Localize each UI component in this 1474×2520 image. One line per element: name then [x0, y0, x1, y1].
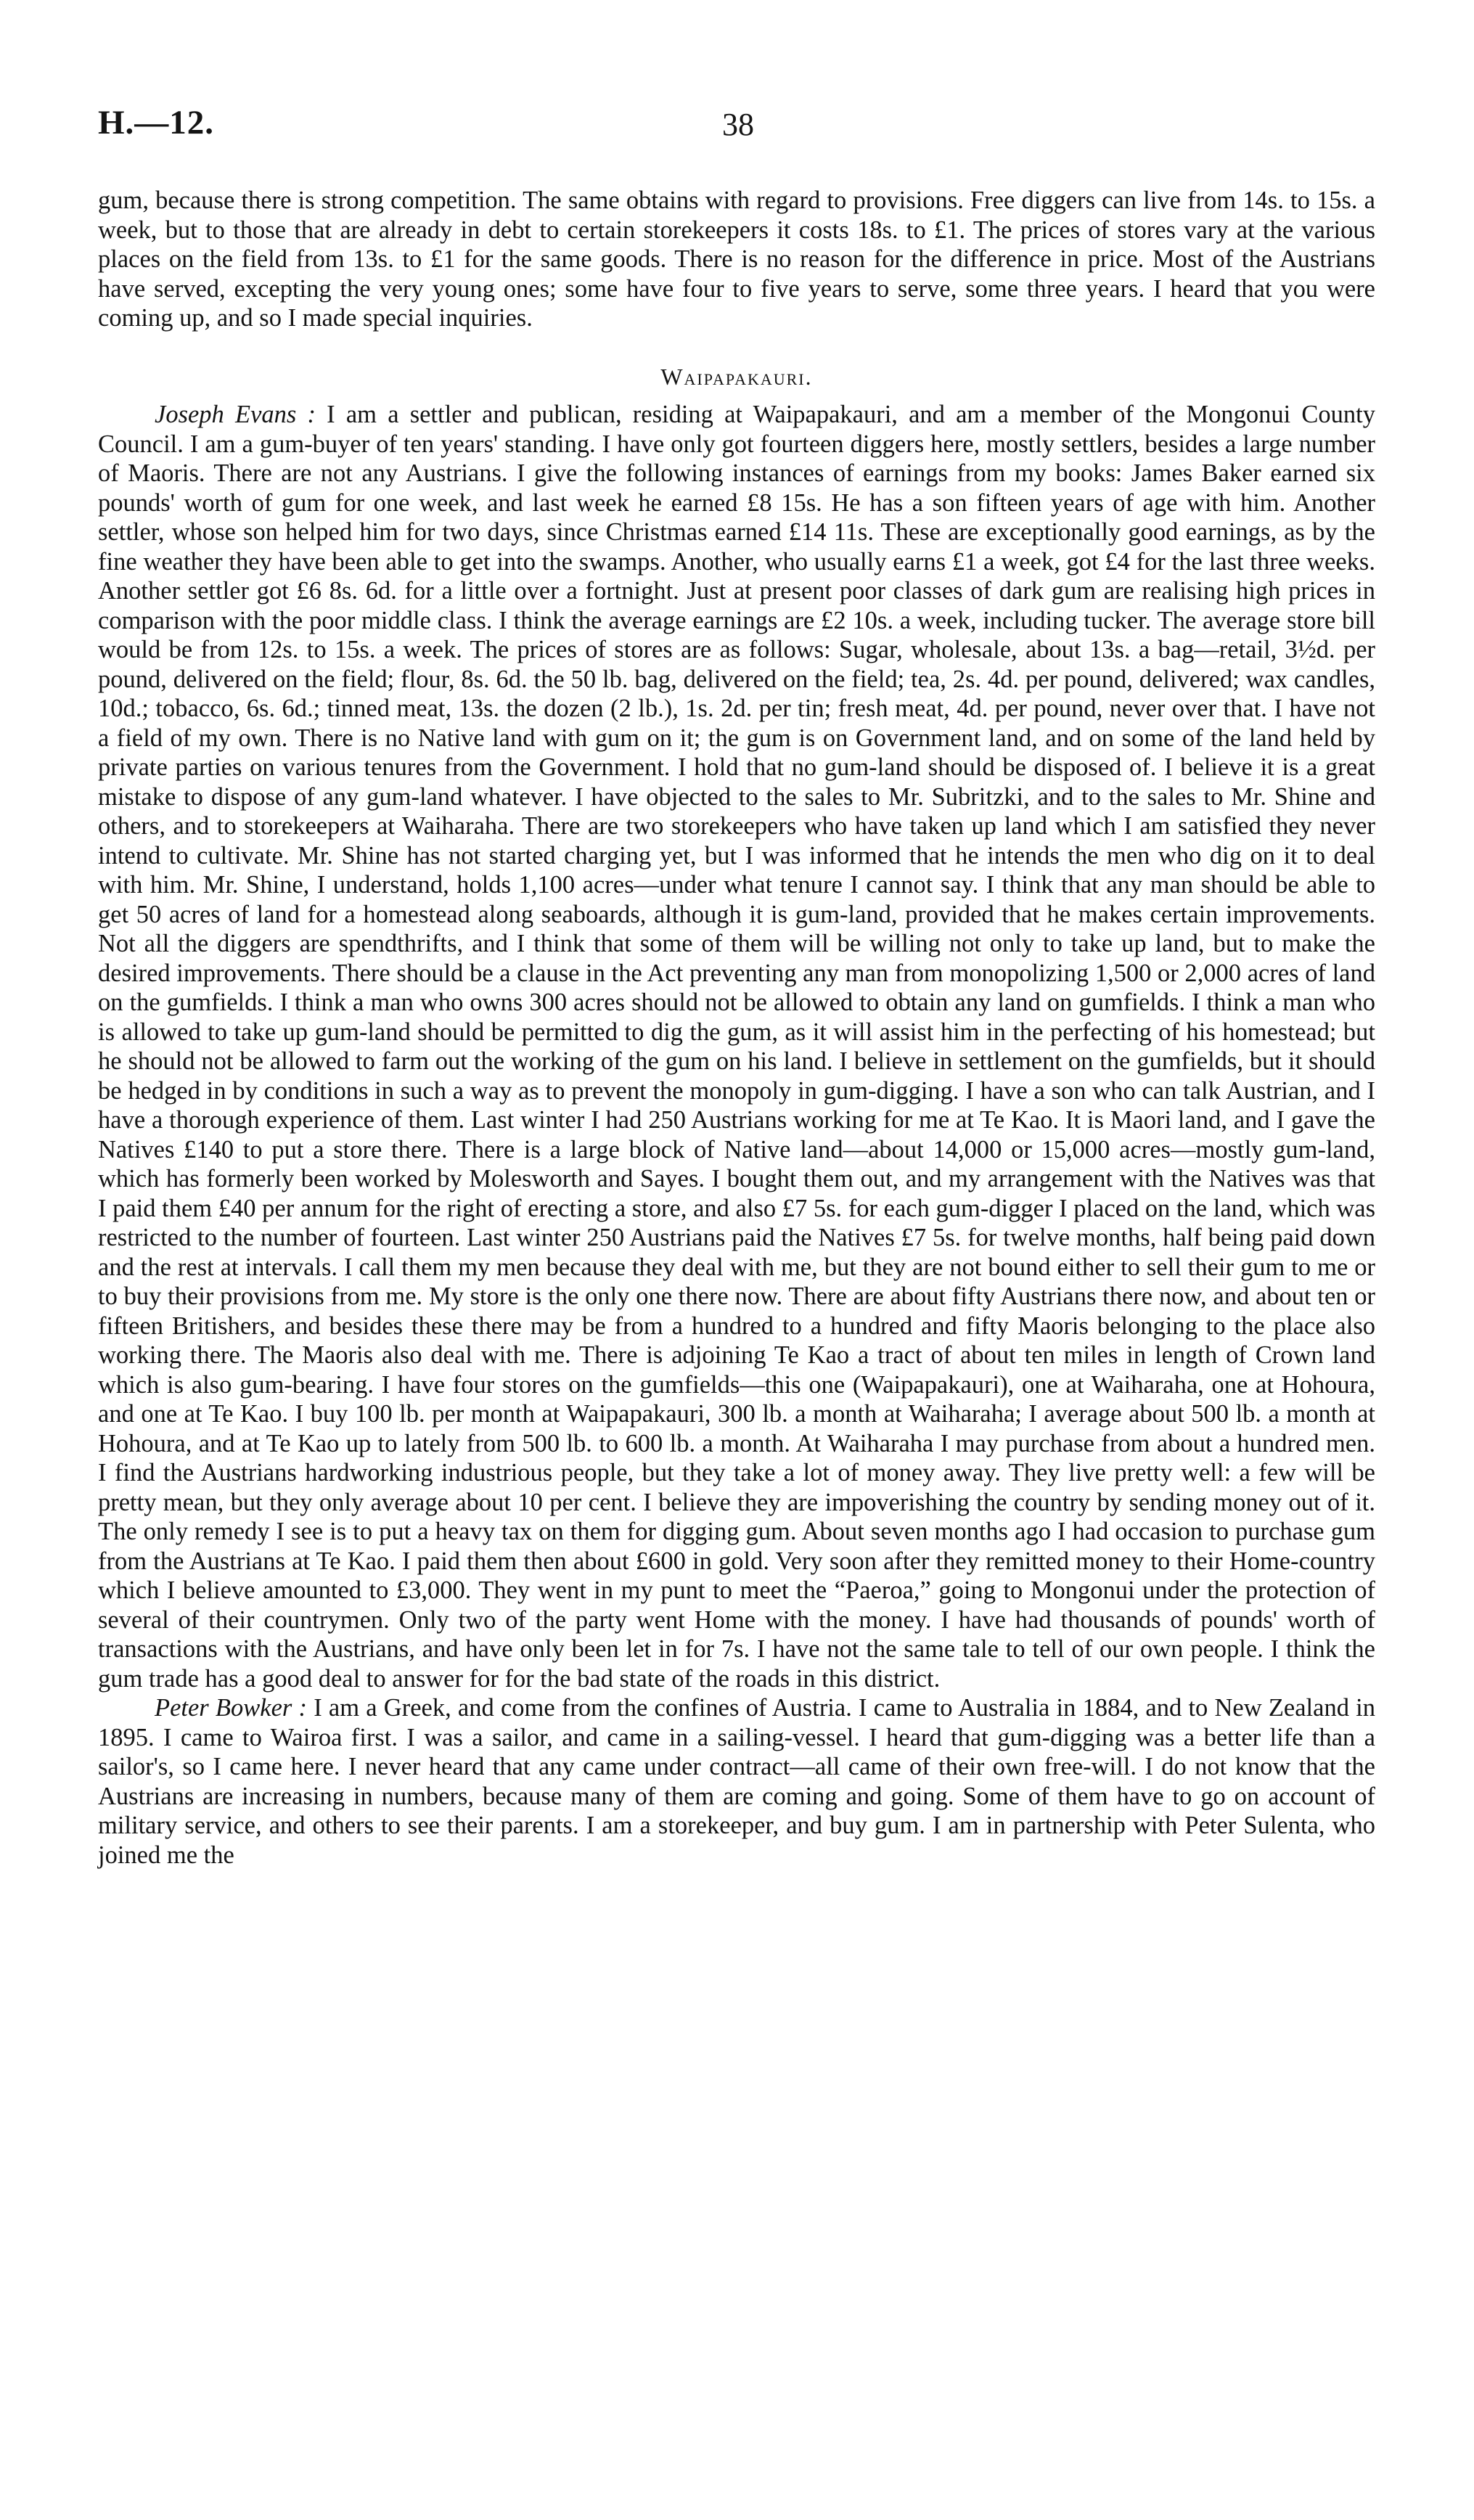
speaker-name: Joseph Evans : [155, 401, 316, 428]
page-number: 38 [722, 107, 754, 142]
intro-paragraph: gum, because there is strong competition. The same obtains with regard to provisions. Free diggers can live from 14s. to 15s. a week, but to those that are already in debt to certain storekeepers it costs 18s. to £1. The prices of stores vary at the various places on the field from 13s. to £1 for the same goods. There is no reason for the difference in price. Most of the Austrians have served, excepting the very young ones; some have four to five years to serve, some three years. I heard that you were coming up, and so I made special inquiries. [98, 187, 1375, 332]
section-heading: Waipapakauri. [660, 363, 813, 390]
document-body [98, 186, 1375, 1870]
evans-testimony [98, 400, 1375, 1693]
testimony-text: I am a settler and publican, residing at Waipapakauri, and am a member of the Mongonui County Council. I am a gum-buyer of ten years' standing. I have only got fourteen diggers here, mostly settlers, besides a large number of Maoris. There are not any Austrians. I give the following instances of earnings from my books: James Baker earned six pounds' worth of gum for one week, and last week he earned £8 15s. He has a son fifteen years of age with him. Another settler, whose son helped him for two days, since Christmas earned £14 11s. These are exceptionally good earnings, as by the fine weather they have been able to get into the swamps. Another, who usually earns £1 a week, got £4 for the last three weeks. Another settler got £6 8s. 6d. for a little over a fortnight. Just at present poor classes of dark gum are realising high prices in comparison with the poor middle class. I think the average earnings are £2 10s. a week, including tucker. The average store bill would be from 12s. to 15s. a week. The prices of stores are as follows: Sugar, wholesale, about 13s. a bag—retail, 3½d. per pound, delivered on the field; flour, 8s. 6d. the 50 lb. bag, delivered on the field; tea, 2s. 4d. per pound, delivered; wax candles, 10d.; tobacco, 6s. 6d.; tinned meat, 13s. the dozen (2 lb.), 1s. 2d. per tin; fresh meat, 4d. per pound, never over that. I have not a field of my own. There is no Native land with gum on it; the gum is on Government land, and on some of the land held by private parties on various tenures from the Government. I hold that no gum-land should be disposed of. I believe it is a great mistake to dispose of any gum-land whatever. I have objected to the sales to Mr. Subritzki, and to the sales to Mr. Shine and others, and to storekeepers at Waiharaha. There are two storekeepers who have taken up land which I am satisfied they never intend to cultivate. Mr. Shine has not started charging yet, but I was informed that he intends the men who dig on it to deal with him. Mr. Shine, I understand, holds 1,100 acres—under what tenure I cannot say. I think that any man should be able to get 50 acres of land for a homestead along seaboards, although it is gum-land, provided that he makes certain improvements. Not all the diggers are spendthrifts, and I think that some of them will be willing not only to take up land, but to make the desired improvements. There should be a clause in the Act preventing any man from monopolizing 1,500 or 2,000 acres of land on the gumfields. I think a man who owns 300 acres should not be allowed to obtain any land on gumfields. I think a man who is allowed to take up gum-land should be permitted to dig the gum, as it will assist him in the perfecting of his homestead; but he should not be allowed to farm out the working of the gum on his land. I believe in settlement on the gumfields, but it should be hedged in by conditions in such a way as to prevent the monopoly in gum-digging. I have a son who can talk Austrian, and I have a thorough experience of them. Last winter I had 250 Austrians working for me at Te Kao. It is Maori land, and I gave the Natives £140 to put a store there. There is a large block of Native land—about 14,000 or 15,000 acres—mostly gum-land, which has formerly been worked by Molesworth and Sayes. I bought them out, and my arrangement with the Natives was that I paid them £40 per annum for the right of erecting a store, and also £7 5s. for each gum-digger I placed on the land, which was restricted to the number of fourteen. Last winter 250 Austrians paid the Natives £7 5s. for twelve months, half being paid down and the rest at intervals. I call them my men because they deal with me, but they are not bound either to sell their gum to me or to buy their provisions from me. My store is the only one there now. There are about fifty Austrians there now, and about ten or fifteen Britishers, and besides these there may be from a hundred to a hundred and fifty Maoris belonging to the place also working there. The Maoris also deal with me. There is adjoining Te Kao a tract of about ten miles in length of Crown land which is also gum-bearing. I have four stores on the gumfields—this one (Waipapakauri), one at Waiharaha, one at Hohoura, and one at Te Kao. I buy 100 lb. per month at Waipapakauri, 300 lb. a month at Waiharaha; I average about 500 lb. a month at Hohoura, and at Te Kao up to lately from 500 lb. to 600 lb. a month. At Waiharaha I may purchase from about a hundred men. I find the Austrians hardworking industrious people, but they take a lot of money away. They live pretty well: a few will be pretty mean, but they only average about 10 per cent. I believe they are impoverishing the country by sending money out of it. The only remedy I see is to put a heavy tax on them for digging gum. About seven months ago I had occasion to purchase gum from the Austrians at Te Kao. I paid them then about £600 in gold. Very soon after they remitted money to their Home-country which I believe amounted to £3,000. They went in my punt to meet the “Paeroa,” going to Mongonui under the protection of several of their countrymen. Only two of the party went Home with the money. I have had thousands of pounds' worth of transactions with the Austrians, and have only been let in for 7s. I have not the same tale to tell of our own people. I think the gum trade has a good deal to answer for for the bad state of the roads in this district. [98, 401, 1375, 1693]
document-reference: H.—12. [98, 104, 215, 142]
page-header [98, 103, 1375, 154]
testimony-text: I am a Greek, and come from the confines of Austria. I came to Australia in 1884, and to New Zealand in 1895. I came to Wairoa first. I was a sailor, and came in a sailing-vessel. I heard that gum-digging was a better life than a sailor's, so I came here. I never heard that any came under contract—all came of their own free-will. I do not know that the Austrians are increasing in numbers, because many of them are coming and going. Some of them have to go on account of military service, and others to see their parents. I am a storekeeper, and buy gum. I am in partnership with Peter Sulenta, who joined me the [98, 1694, 1375, 1869]
speaker-name: Peter Bowker : [155, 1694, 308, 1722]
bowker-testimony [98, 1693, 1375, 1870]
